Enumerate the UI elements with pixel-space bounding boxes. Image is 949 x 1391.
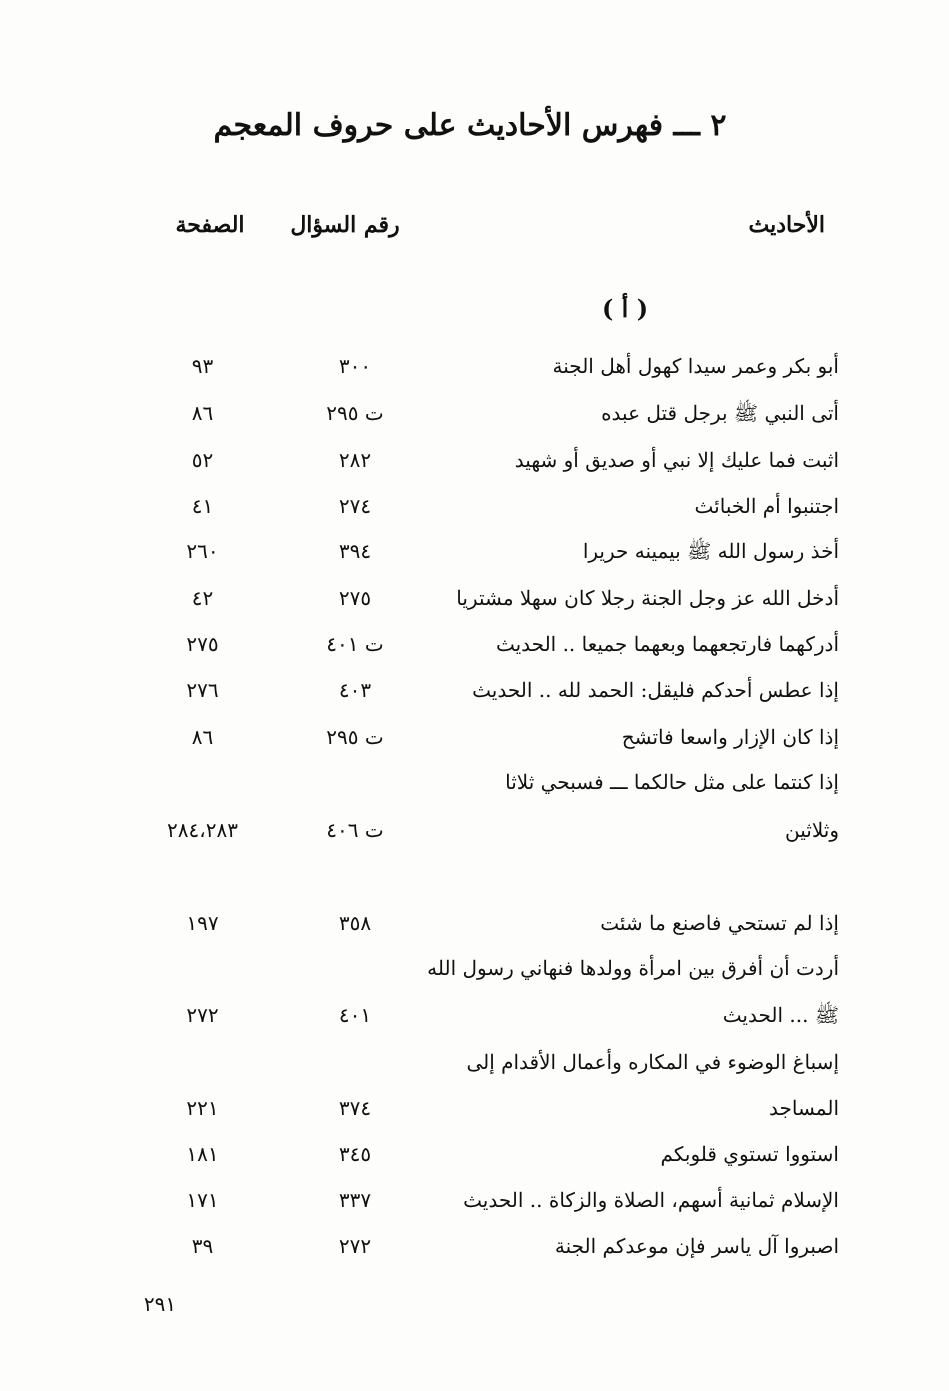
question-number: ت ٢٩٥ — [326, 725, 384, 749]
hadith-text: اجتنبوا أم الخبائث — [694, 494, 839, 518]
index-row — [0, 1088, 949, 1128]
hadith-text: إذا كان الإزار واسعا فاتشح — [621, 725, 839, 749]
hadith-text: إذا لم تستحي فاصنع ما شئت — [600, 911, 839, 935]
question-number: ٢٧٤ — [338, 494, 372, 518]
page-reference: ٨٦ — [191, 401, 214, 425]
hadith-text: ﷺ ... الحديث — [722, 1003, 839, 1027]
index-row — [0, 903, 949, 943]
question-number: ٣٧٤ — [338, 1096, 372, 1120]
hadith-text: إذا كنتما على مثل حالكما ـــ فسبحي ثلاثا — [505, 770, 839, 794]
page-reference: ٥٢ — [191, 448, 214, 472]
question-number: ٢٨٢ — [338, 448, 372, 472]
page-reference: ٢٢١ — [186, 1096, 219, 1120]
page-reference: ٤٢ — [191, 586, 214, 610]
page-number: ٢٩١ — [143, 1292, 177, 1316]
question-number: ٣٩٤ — [338, 539, 372, 563]
index-row — [0, 578, 949, 618]
index-row — [0, 717, 949, 757]
page-title: ٢ ـــ فهرس الأحاديث على حروف المعجم — [213, 108, 727, 143]
index-row — [0, 486, 949, 526]
hadith-text: استووا تستوي قلوبكم — [660, 1142, 839, 1166]
hadith-text: أتى النبي ﷺ برجل قتل عبده — [601, 401, 839, 425]
hadith-text: أردت أن أفرق بين امرأة وولدها فنهاني رسول الله — [427, 956, 839, 980]
question-number: ٢٧٢ — [338, 1234, 372, 1258]
section-letter-heading: ( أ ) — [601, 294, 649, 323]
page-reference: ٨٦ — [191, 725, 214, 749]
page-reference: ٤١ — [191, 494, 214, 518]
page-reference: ٢٧٦ — [186, 678, 219, 702]
page-reference: ٣٩ — [191, 1234, 214, 1258]
index-row — [0, 670, 949, 710]
hadith-text: الإسلام ثمانية أسهم، الصلاة والزكاة .. الحديث — [463, 1188, 839, 1212]
page-reference: ٢٨٤،٢٨٣ — [167, 818, 238, 842]
hadith-text: وثلاثين — [785, 818, 839, 842]
index-row — [0, 346, 949, 386]
hadith-text: إسباغ الوضوء في المكاره وأعمال الأقدام إلى — [466, 1050, 839, 1074]
column-header-page: الصفحة — [175, 212, 245, 238]
index-row — [0, 810, 949, 850]
question-number: ٣٤٥ — [338, 1142, 372, 1166]
hadith-text: المساجد — [768, 1096, 839, 1120]
question-number: ٣٣٧ — [338, 1188, 372, 1212]
index-row — [0, 1042, 949, 1082]
question-number: ت ٤٠١ — [326, 632, 384, 656]
index-row — [0, 948, 949, 988]
index-row — [0, 1180, 949, 1220]
question-number: ت ٤٠٦ — [326, 818, 384, 842]
question-number: ٢٧٥ — [338, 586, 372, 610]
hadith-text: اصبروا آل ياسر فإن موعدكم الجنة — [554, 1234, 839, 1258]
page-reference: ٢٦٠ — [186, 539, 219, 563]
page-reference: ٢٧٢ — [186, 1003, 219, 1027]
column-header-question-number: رقم السؤال — [290, 212, 400, 238]
question-number: ت ٢٩٥ — [326, 401, 384, 425]
page-reference: ٢٧٥ — [186, 632, 219, 656]
page-reference: ١٧١ — [186, 1188, 219, 1212]
question-number: ٤٠١ — [338, 1003, 372, 1027]
question-number: ٤٠٣ — [338, 678, 372, 702]
hadith-text: اثبت فما عليك إلا نبي أو صديق أو شهيد — [514, 448, 839, 472]
question-number: ٣٠٠ — [338, 354, 372, 378]
column-header-hadith: الأحاديث — [748, 212, 825, 238]
index-row — [0, 1134, 949, 1174]
index-row — [0, 762, 949, 802]
hadith-text: أخذ رسول الله ﷺ بيمينه حريرا — [582, 539, 839, 563]
hadith-text: أدركهما فارتجعهما وبعهما جميعا .. الحديث — [495, 632, 839, 656]
index-row — [0, 1226, 949, 1266]
hadith-text: أدخل الله عز وجل الجنة رجلا كان سهلا مشتريا — [456, 586, 839, 610]
page-reference: ١٩٧ — [186, 911, 219, 935]
index-row — [0, 995, 949, 1035]
hadith-text: أبو بكر وعمر سيدا كهول أهل الجنة — [552, 354, 839, 378]
question-number: ٣٥٨ — [338, 911, 372, 935]
hadith-text: إذا عطس أحدكم فليقل: الحمد لله .. الحديث — [472, 678, 839, 702]
page-reference: ٩٣ — [191, 354, 214, 378]
index-row — [0, 440, 949, 480]
index-row — [0, 531, 949, 571]
page-reference: ١٨١ — [186, 1142, 219, 1166]
index-row — [0, 624, 949, 664]
index-row — [0, 393, 949, 433]
